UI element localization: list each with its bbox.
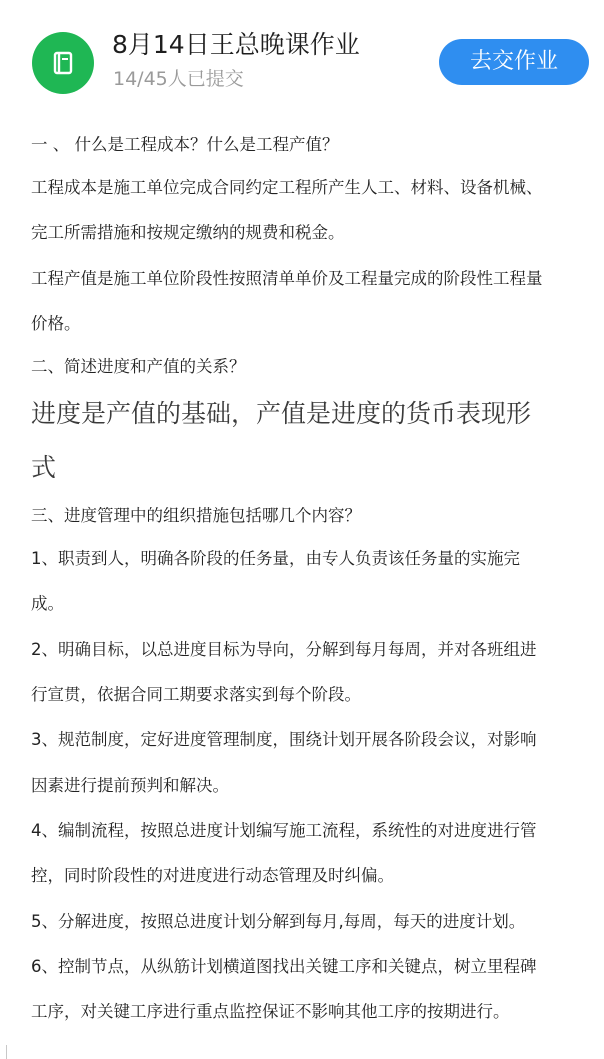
homework-title: 8月14日王总晚课作业 [112,30,360,59]
answer-3-item-2: 2、明确目标，以总进度目标为导向，分解到每月每周，并对各班组进 [31,639,537,659]
submission-count: 14/45人已提交 [113,68,244,90]
answer-3-item-3: 3、规范制度，定好进度管理制度，围绕计划开展各阶段会议，对影响 [31,730,537,750]
answer-2-line: 式 [31,453,57,483]
notebook-icon [32,32,94,94]
answer-2-line: 进度是产值的基础，产值是进度的货币表现形 [31,399,532,429]
answer-3-item-5: 5、分解进度，按照总进度计划分解到每月,每周，每天的进度计划。 [31,911,526,931]
answer-1-line: 价格。 [31,313,81,333]
answer-3-item-1: 成。 [31,594,64,614]
question-2: 二、简述进度和产值的关系？ [31,357,246,377]
answer-3-item-3: 因素进行提前预判和解决。 [31,775,229,795]
homework-content [31,124,591,1034]
answer-1-line: 工程成本是施工单位完成合同约定工程所产生人工、材料、设备机械、 [31,178,543,197]
answer-3-item-1: 1、职责到人，明确各阶段的任务量，由专人负责该任务量的实施完 [31,549,520,569]
answer-3-item-2: 行宣贯，依据合同工期要求落实到每个阶段。 [31,685,361,705]
scroll-edge-mark [6,1045,7,1059]
answer-3-item-6: 工序，对关键工序进行重点监控保证不影响其他工序的按期进行。 [31,1002,510,1022]
answer-3-item-6: 6、控制节点，从纵筋计划横道图找出关键工序和关键点，树立里程碑 [31,956,537,976]
answer-1-line: 工程产值是施工单位阶段性按照清单单价及工程量完成的阶段性工程量 [31,268,543,288]
answer-3-item-4: 控，同时阶段性的对进度进行动态管理及时纠偏。 [31,866,394,886]
question-3: 三、进度管理中的组织措施包括哪几个内容？ [31,506,361,526]
answer-3-item-4: 4、编制流程，按照总进度计划编写施工流程，系统性的对进度进行管 [31,820,537,840]
homework-header [0,0,604,120]
notebook-icon-glyph [48,48,78,78]
question-1: 一 、 什么是工程成本？什么是工程产值？ [31,135,339,154]
answer-1-line: 完工所需措施和按规定缴纳的规费和税金。 [31,223,345,243]
submit-homework-button[interactable]: 去交作业 [439,39,589,85]
